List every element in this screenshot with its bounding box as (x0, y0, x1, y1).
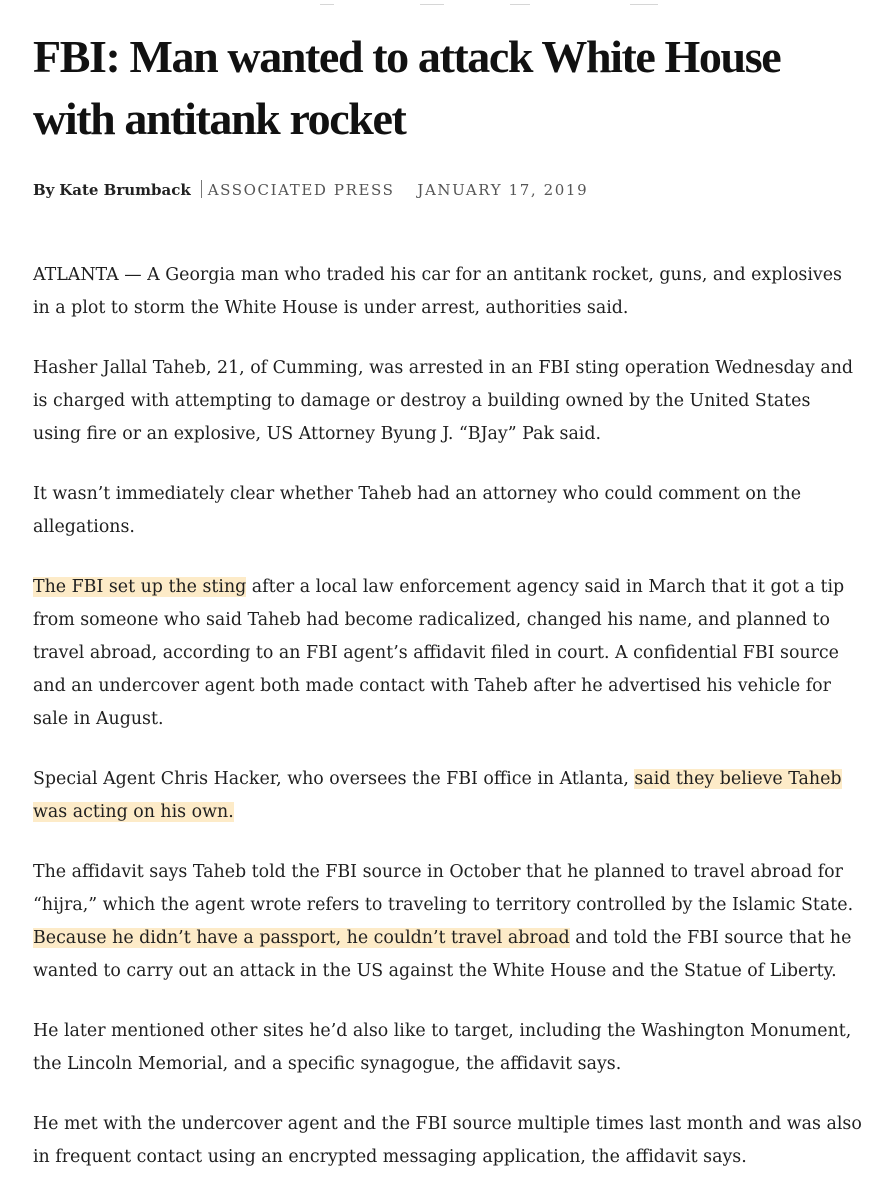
paragraph-text: and told the FBI source that he wanted to carry out an attack in the US against the White House and the Statue of Liberty. (33, 928, 852, 981)
paragraph (33, 763, 863, 829)
byline (33, 180, 588, 199)
paragraph-text: Special Agent Chris Hacker, who oversees the FBI office in Atlanta, (33, 769, 635, 789)
paragraph-text: It wasn’t immediately clear whether Taheb had an attorney who could comment on the allegations. (33, 484, 802, 537)
paragraph (33, 259, 863, 325)
paragraph-text: The affidavit says Taheb told the FBI source in October that he planned to travel abroad for “hijra,” which the agent wrote refers to traveling to territory controlled by the Islamic State. (33, 862, 854, 915)
paragraph (33, 571, 863, 736)
highlighted-text: said they believe Taheb was acting on his own. (33, 769, 842, 822)
paragraph (33, 478, 863, 544)
paragraph (33, 1108, 863, 1174)
highlighted-text: Because he didn’t have a passport, he couldn’t travel abroad (33, 928, 570, 948)
byline-source: ASSOCIATED PRESS (207, 181, 395, 199)
top-edge-marks (300, 0, 720, 8)
paragraph-text: after a local law enforcement agency said in March that it got a tip from someone who said Taheb had become radicalized, changed his name, and planned to travel abroad, according to an FBI agent’s affidavit filed in court. A confidential FBI source and an undercover agent both made contact with Taheb after he advertised his vehicle for sale in August. (33, 577, 845, 729)
highlighted-text: The FBI set up the sting (33, 577, 247, 597)
byline-prefix: By (33, 181, 55, 199)
byline-divider (201, 180, 202, 198)
paragraph-text: Hasher Jallal Taheb, 21, of Cumming, was arrested in an FBI sting operation Wednesday and is charged with attempting to damage or destroy a building owned by the United States using fire or an explosive, US Attorney Byung J. “BJay” Pak said. (33, 358, 854, 444)
paragraph (33, 856, 863, 988)
paragraph-text: He later mentioned other sites he’d also like to target, including the Washington Monument, the Lincoln Memorial, and a specific synagogue, the affidavit says. (33, 1021, 852, 1074)
paragraph (33, 1015, 863, 1081)
paragraph-text: He met with the undercover agent and the FBI source multiple times last month and was also in frequent contact using an encrypted messaging application, the affidavit says. (33, 1114, 862, 1167)
publish-date: JANUARY 17, 2019 (417, 181, 589, 199)
paragraph (33, 352, 863, 451)
author-name[interactable]: Kate Brumback (59, 181, 191, 199)
headline: FBI: Man wanted to attack White House with antitank rocket (33, 31, 781, 144)
paragraph-text: ATLANTA — A Georgia man who traded his car for an antitank rocket, guns, and explosives in a plot to storm the White House is under arrest, authorities said. (33, 265, 842, 318)
article-body (33, 259, 863, 1201)
